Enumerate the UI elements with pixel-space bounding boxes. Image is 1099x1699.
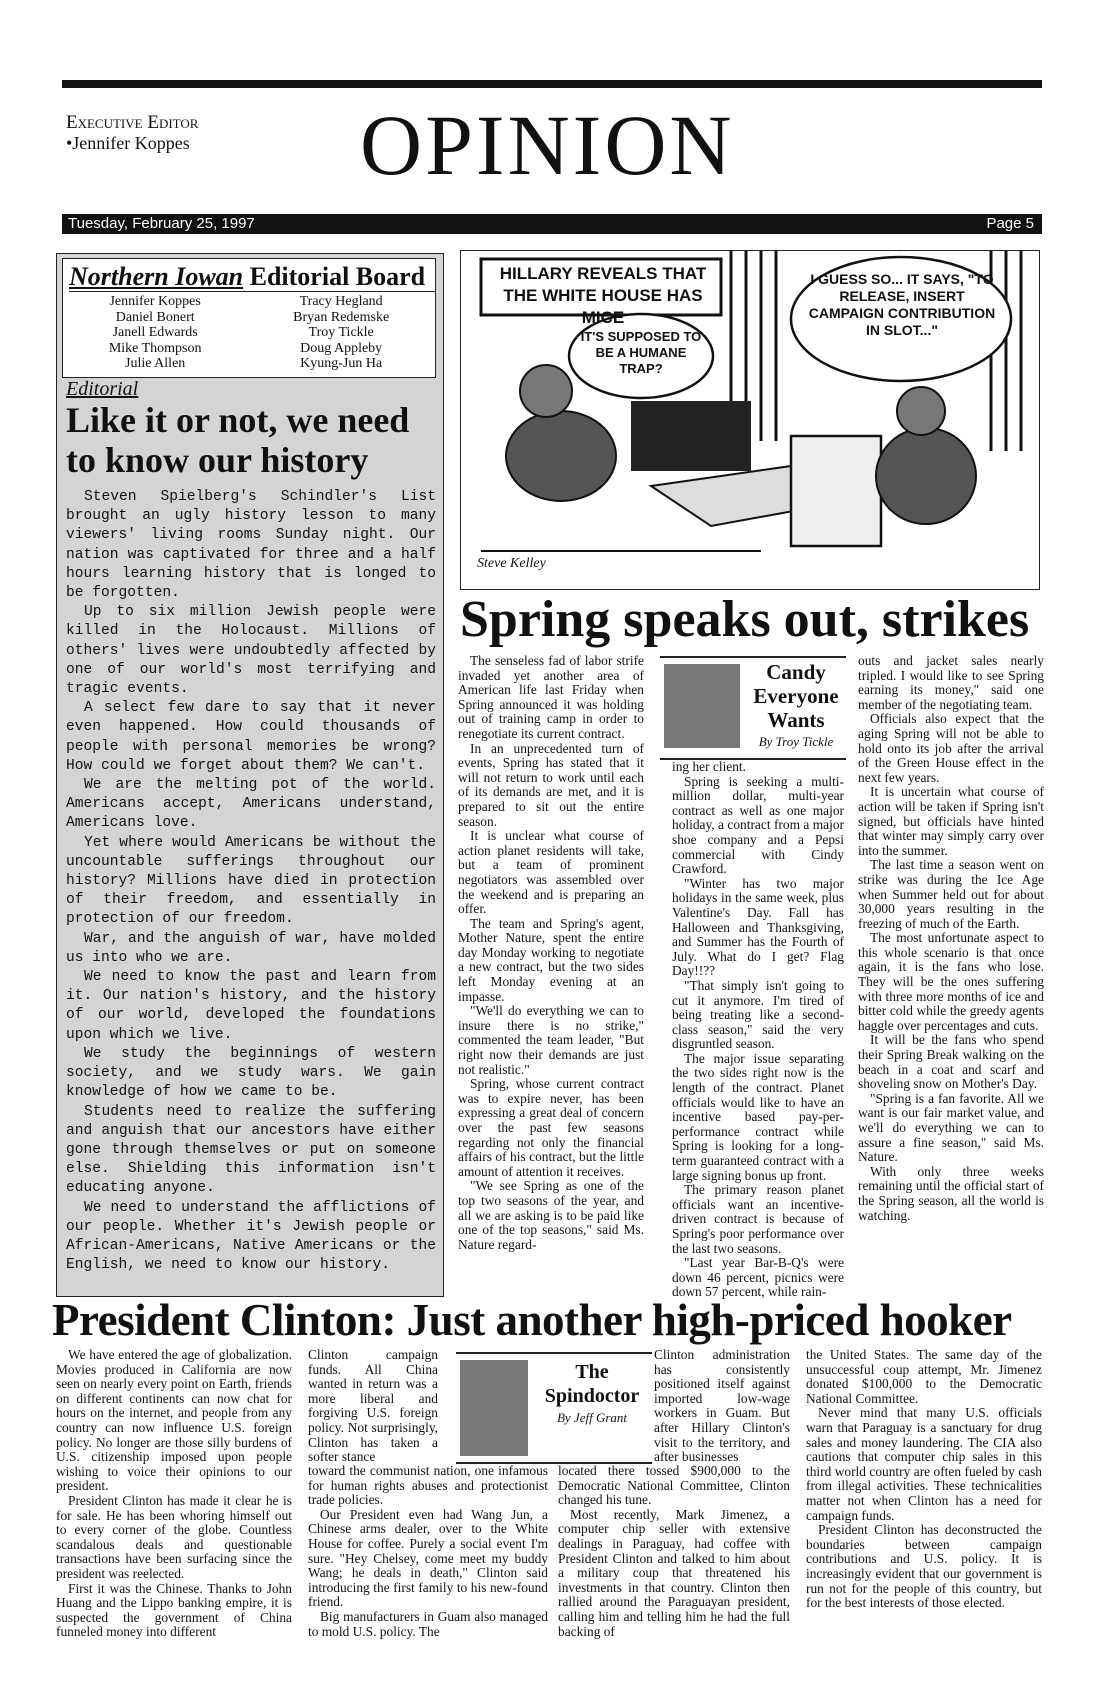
- paragraph: The last time a season went on strike was during the Ice Age when Summer held out for about 30,000 years resulting in the freezing of much of the Earth.: [858, 857, 1044, 931]
- paragraph: ing her client.: [672, 759, 746, 774]
- clinton-column-1: [56, 1348, 292, 1640]
- paragraph: outs and jacket sales nearly tripled. I would like to see Spring earning its money," said one member of the negotiating team.: [858, 653, 1044, 712]
- paragraph: "That simply isn't going to cut it anymore. I'm tired of being treating like a second-class season," said the very disgruntled season.: [672, 977, 844, 1052]
- column-name: [746, 660, 846, 732]
- byline: By Troy Tickle: [758, 734, 834, 749]
- mouse-right-head: [897, 387, 945, 435]
- board-member: Jennifer Koppes: [109, 294, 201, 309]
- cartoon-sign-text: HILLARY REVEALS THAT THE WHITE HOUSE HAS MICE: [499, 264, 707, 327]
- masthead-rule: [62, 80, 1042, 88]
- columnist-photo: [460, 1360, 528, 1456]
- paragraph: Big manufacturers in Guam also managed to mold U.S. policy. The: [308, 1608, 548, 1639]
- column-name-line: The: [575, 1361, 609, 1383]
- spring-column-2: [672, 760, 844, 1300]
- paragraph: "We'll do everything we can to insure there is no strike," commented the team leader, "But right now their demands are just not realistic.": [458, 1003, 644, 1077]
- paragraph: With only three weeks remaining until the official start of the Spring season, all the world is watching.: [858, 1163, 1044, 1223]
- column-name-line: Wants: [767, 708, 825, 732]
- board-member: Janell Edwards: [112, 325, 198, 340]
- paragraph: located there tossed $900,000 to the Democratic National Committee, Clinton changed his tune.: [558, 1463, 790, 1508]
- paragraph: We study the beginnings of western society, and we study wars. We gain knowledge of how we came to be.: [66, 1045, 436, 1101]
- cartoon-bubble-right-text: I GUESS SO... IT SAYS, "TO RELEASE, INSERT CAMPAIGN CONTRIBUTION IN SLOT...": [808, 271, 996, 338]
- board-member: Mike Thompson: [108, 340, 202, 356]
- paragraph: The primary reason planet officials want an incentive-driven contract is because of Spring's poor performance over the last two seasons.: [672, 1182, 844, 1256]
- section-title: OPINION: [360, 97, 735, 193]
- paragraph: President Clinton has made it clear he is for sale. He has been whoring himself out to every corner of the globe. Countless scandalous deals and questionable transactions have been surfacing since the president was reelected.: [56, 1492, 292, 1581]
- column-name-line: Everyone: [753, 684, 839, 708]
- paragraph: A select few dare to say that it never even happened. How could thousands of people with personal memories be wrong? How could we forget about them? We can't.: [66, 700, 436, 774]
- paragraph: In an unprecedented turn of events, Spring has stated that it will not return to work until each of its demands are met, and it is prepared to sit out the entire season.: [458, 740, 644, 829]
- column-name-line: Candy: [766, 660, 826, 684]
- board-member: Tracy Hegland: [299, 294, 383, 309]
- paragraph: Most recently, Mark Jimenez, a computer chip seller with extensive dealings in Paraguay, had coffee with President Clinton and talked to him about a military coup that threatened his investments in that country. Clinton then rallied around the Paraguayan president, calling him and telling him he had the full backing of: [558, 1506, 790, 1639]
- clinton-column-4: [806, 1348, 1042, 1611]
- paragraph: "Spring is a fan favorite. All we want is our fair market value, and we'll do everything we can to assure a fine season," said Ms. Nature.: [858, 1090, 1044, 1165]
- mouse-left-head: [520, 365, 572, 417]
- paragraph: It will be the fans who spend their Spring Break walking on the beach in a coat and scarf and shoveling snow on Mother's Day.: [858, 1032, 1044, 1092]
- columnist-photo: [664, 664, 740, 748]
- board-member: Troy Tickle: [308, 325, 374, 340]
- column-sig-candy-everyone-wants: [660, 656, 846, 760]
- issue-date: Tuesday, February 25, 1997: [68, 215, 255, 232]
- board-member: Bryan Redemske: [293, 309, 390, 325]
- date-bar: [62, 214, 1042, 234]
- clinton-headline: President Clinton: Just another high-priced hooker: [52, 1295, 1012, 1345]
- board-title-text: Editorial Board: [243, 262, 426, 291]
- mouse-left: [506, 411, 616, 501]
- paragraph: Clinton administration has consistently positioned itself against imported low-wage workers in Guam. But after Hillary Clinton's visit to the territory, and after businesses: [654, 1347, 790, 1465]
- page-number: Page 5: [986, 215, 1034, 232]
- column-name: [532, 1360, 652, 1408]
- paragraph: Steven Spielberg's Schindler's List brought an ugly history lesson to many viewers' living rooms Sunday night. Our nation was captivated for three and a half hours learning history that is longed to be forgotten.: [66, 489, 436, 602]
- paragraph: Students need to realize the suffering and anguish that our ancestors have either gone through themselves or put on someone else. Shielding this information isn't educating anyone.: [66, 1103, 436, 1197]
- board-title: [69, 263, 435, 292]
- political-cartoon: [460, 250, 1040, 590]
- board-member: Daniel Bonert: [115, 309, 195, 325]
- column-sig-the-spindoctor: [456, 1352, 652, 1464]
- editorial-board-box: [62, 258, 436, 378]
- paragraph: Officials also expect that the aging Spring will not be able to hold onto its job after the arrival of the Green House effect in the next few years.: [858, 711, 1044, 785]
- paragraph: It is unclear what course of action planet residents will take, but a team of prominent negotiators was assembled over the weekend and is preparing an offer.: [458, 828, 644, 917]
- paragraph: We have entered the age of globalization. Movies produced in California are now seen on nearly every point on Earth, friends on different continents can now chat for hours on the internet, and people from any country can now influence U.S. foreign policy. No longer are those silly burdens of U.S. citizenship imposed upon people wishing to voice their opinions to our president.: [56, 1347, 292, 1494]
- paragraph: Yet where would Americans be without the uncountable sufferings throughout our history? Millions have died in protection of their freedom, and essentially in protection of our freedom.: [66, 834, 436, 928]
- board-member: Doug Appleby: [300, 340, 383, 356]
- spring-headline: Spring speaks out, strikes: [460, 591, 1030, 648]
- clinton-column-3-bottom: [558, 1464, 790, 1639]
- paragraph: Spring, whose current contract was to expire never, has been expressing a great deal of concern over the past few seasons regarding not only the financial affairs of his contract, but the little amount of attention it receives.: [458, 1076, 644, 1179]
- paragraph: the United States. The same day of the unsuccessful coup attempt, Mr. Jimenez donated $100,000 to the Democratic National Committee.: [806, 1347, 1042, 1406]
- editorial-headline: Like it or not, we need to know our history: [66, 400, 410, 480]
- column-name-line: Spindoctor: [544, 1385, 640, 1407]
- paragraph: First it was the Chinese. Thanks to John Huang and the Lippo banking empire, it is suspected the government of China funneled money into different: [56, 1580, 292, 1640]
- cartoon-signature: Steve Kelley: [477, 556, 546, 571]
- paragraph: It is uncertain what course of action will be taken if Spring isn't signed, but officials have hinted that winter may simply carry over into the summer.: [858, 784, 1044, 858]
- paper-name: Northern Iowan: [69, 262, 244, 291]
- paragraph: The team and Spring's agent, Mother Nature, spent the entire day Monday working to negotiate a new contract, but the two sides left Monday evening at an impasse.: [458, 915, 644, 1004]
- clinton-column-2-bottom: [308, 1464, 548, 1639]
- donation-box: [791, 436, 881, 546]
- board-names-left: [109, 294, 202, 372]
- mouse-right: [876, 428, 976, 524]
- paragraph: Spring is seeking a multi-million dollar, multi-year contract as well as one major holiday, a contract from a major shoe company and a Pepsi commercial with Cindy Crawford.: [672, 773, 844, 877]
- paragraph: We need to know the past and learn from it. Our nation's history, and the history of our world, developed the foundations upon which we live.: [66, 969, 436, 1043]
- paragraph: "We see Spring as one of the top two seasons of the year, and all we are asking is to be paid like one of the top seasons," said Ms. Nature regard-: [458, 1178, 644, 1252]
- fireplace: [631, 401, 751, 471]
- paragraph: The major issue separating the two sides right now is the length of the contract. Planet officials would like to have an incentive based pay-per-performance contract while Spring is looking for a long-term guaranteed contract with a large signing bonus up front.: [672, 1050, 844, 1183]
- board-member: Julie Allen: [125, 356, 186, 371]
- paragraph: We are the melting pot of the world. Americans accept, Americans understand, Americans love.: [66, 777, 436, 832]
- paragraph: toward the communist nation, one infamous for human rights abuses and protectionist trade policies.: [308, 1463, 548, 1508]
- spring-column-1: [458, 654, 644, 1252]
- editorial-body: [66, 488, 436, 1275]
- byline: By Jeff Grant: [556, 1410, 628, 1425]
- paragraph: "Winter has two major holidays in the same week, plus Valentine's Day. Fall has Halloween and Thanksgiving, and Summer has the Fourth of July. What do I get? Flag Day!!??: [672, 875, 844, 979]
- paragraph: Our President even had Wang Jun, a Chinese arms dealer, over to the White House for coffee. Purely a social event I'm sure. "Hey Chelsey, come meet my buddy Wang; he deals in death," Clinton said introducing the first family to his new-found friend.: [308, 1506, 548, 1610]
- paragraph: Clinton campaign funds. All China wanted in return was a more liberal and forgiving U.S. foreign policy. Not surprisingly, Clinton has taken a softer stance: [308, 1347, 438, 1465]
- clinton-column-2-top: [308, 1348, 438, 1465]
- board-member: Kyung-Jun Ha: [300, 356, 383, 371]
- spring-column-3: [858, 654, 1044, 1223]
- editor-title: Executive Editor: [66, 112, 199, 133]
- editorial-label: Editorial: [66, 378, 139, 400]
- editor-name: •Jennifer Koppes: [66, 133, 190, 153]
- board-names-right: [293, 294, 389, 372]
- paragraph: "Last year Bar-B-Q's were down 46 percent, picnics were down 57 percent, while rain-: [672, 1255, 844, 1300]
- paragraph: Up to six million Jewish people were killed in the Holocaust. Millions of others' lives were undoubtedly affected by one of our world's most terrifying and tragic events.: [66, 604, 436, 698]
- paragraph: President Clinton has deconstructed the boundaries between campaign contributions and U.S. policy. It is increasingly evident that our government is run not for the people of this country, but for the best interests of those elected.: [806, 1522, 1042, 1611]
- paragraph: We need to understand the afflictions of our people. Whether it's Jewish people or African-Americans, Native Americans or the English, we need to know our history.: [66, 1199, 436, 1274]
- executive-editor-block: [66, 112, 198, 154]
- cartoon-bubble-left-text: IT'S SUPPOSED TO BE A HUMANE TRAP?: [580, 329, 702, 376]
- paragraph: The most unfortunate aspect to this whole scenario is that once again, it is the fans who lose. They will be the ones suffering with three more months of ice and bitter cold while the greedy agents haggle over percentages and cuts.: [858, 930, 1044, 1033]
- paragraph: War, and the anguish of war, have molded us into who we are.: [66, 930, 436, 966]
- paragraph: The senseless fad of labor strife invaded yet another area of American life last Friday when Spring announced it was holding out of training camp in order to renegotiate its current contract.: [458, 653, 644, 741]
- clinton-column-3-top: [654, 1348, 790, 1465]
- paragraph: Never mind that many U.S. officials warn that Paraguay is a sanctuary for drug sales and money laundering. The CIA also cautions that computer chip sales in this third world country are often fueled by cash from illegal activities. These technicalities matter not when Clinton has a need for campaign funds.: [806, 1405, 1042, 1523]
